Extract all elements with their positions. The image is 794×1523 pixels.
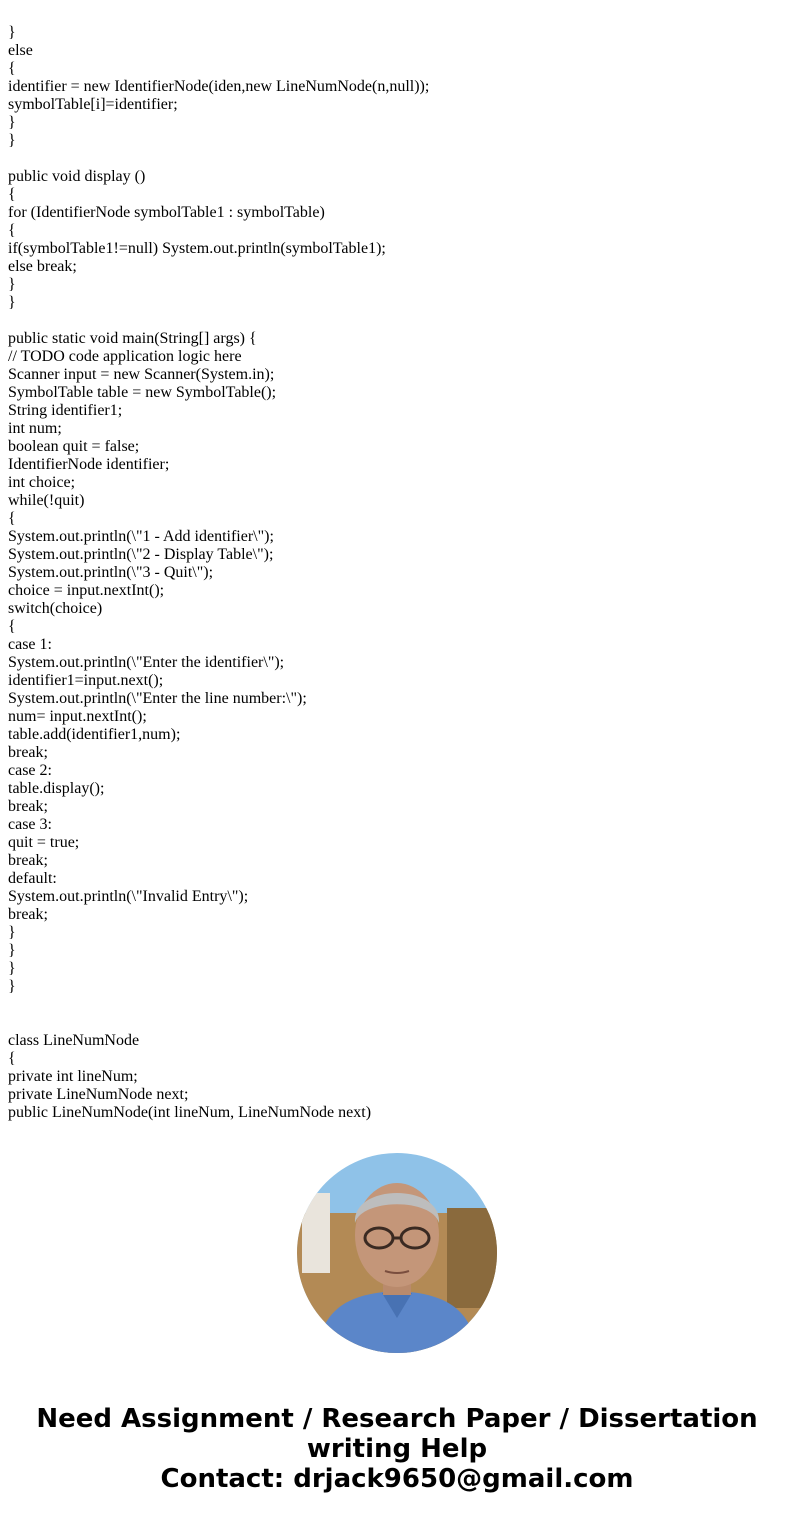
code-line: // TODO code application logic here	[8, 348, 242, 365]
code-line: case 1:	[8, 636, 52, 653]
code-line: public LineNumNode(int lineNum, LineNumNode next)	[8, 1104, 372, 1121]
code-line: break;	[8, 852, 48, 869]
code-line: }	[8, 978, 16, 995]
code-line: String identifier1;	[8, 402, 123, 419]
promo-line-1: Need Assignment / Research Paper / Dissertation	[36, 1404, 758, 1434]
promo-line-2: writing Help	[306, 1434, 488, 1464]
code-line: case 2:	[8, 762, 52, 779]
promo-banner	[0, 1404, 794, 1494]
code-line: class LineNumNode	[8, 1032, 140, 1049]
code-line: {	[8, 510, 16, 527]
code-line: System.out.println(\"Enter the identifier\");	[8, 654, 285, 671]
code-line	[8, 312, 778, 330]
author-avatar	[297, 1153, 497, 1353]
code-line: while(!quit)	[8, 492, 85, 509]
code-line: table.display();	[8, 780, 105, 797]
code-line	[8, 1014, 778, 1032]
code-line: choice = input.nextInt();	[8, 582, 165, 599]
code-line: System.out.println(\"1 - Add identifier\");	[8, 528, 274, 545]
code-line: SymbolTable table = new SymbolTable();	[8, 384, 277, 401]
code-line: switch(choice)	[8, 600, 103, 617]
code-line: case 3:	[8, 816, 52, 833]
code-line: boolean quit = false;	[8, 438, 140, 455]
code-line: if(symbolTable1!=null) System.out.println(symbolTable1);	[8, 240, 386, 257]
code-line: identifier1=input.next();	[8, 672, 164, 689]
code-listing	[8, 24, 778, 1122]
code-line: break;	[8, 744, 48, 761]
code-line: default:	[8, 870, 57, 887]
code-line: }	[8, 924, 16, 941]
code-line: for (IdentifierNode symbolTable1 : symbolTable)	[8, 204, 325, 221]
code-line: }	[8, 960, 16, 977]
code-line: IdentifierNode identifier;	[8, 456, 170, 473]
code-line: }	[8, 24, 16, 41]
code-line: public void display ()	[8, 168, 146, 185]
code-line: System.out.println(\"Invalid Entry\");	[8, 888, 249, 905]
code-line: break;	[8, 906, 48, 923]
code-line: int choice;	[8, 474, 76, 491]
avatar-photo-icon	[297, 1153, 497, 1353]
code-line: System.out.println(\"Enter the line number:\");	[8, 690, 307, 707]
code-line: System.out.println(\"3 - Quit\");	[8, 564, 214, 581]
code-line: System.out.println(\"2 - Display Table\");	[8, 546, 274, 563]
code-line: }	[8, 132, 16, 149]
code-line	[8, 150, 778, 168]
code-line: }	[8, 942, 16, 959]
code-line: else	[8, 42, 33, 59]
code-line: break;	[8, 798, 48, 815]
code-line: }	[8, 276, 16, 293]
code-line: {	[8, 186, 16, 203]
code-line: int num;	[8, 420, 62, 437]
code-line: table.add(identifier1,num);	[8, 726, 181, 743]
code-line: {	[8, 1050, 16, 1067]
code-line: public static void main(String[] args) {	[8, 330, 257, 347]
code-line: num= input.nextInt();	[8, 708, 147, 725]
code-line: symbolTable[i]=identifier;	[8, 96, 178, 113]
code-line: {	[8, 222, 16, 239]
code-line: Scanner input = new Scanner(System.in);	[8, 366, 275, 383]
code-line: quit = true;	[8, 834, 80, 851]
code-line: private LineNumNode next;	[8, 1086, 189, 1103]
code-line: private int lineNum;	[8, 1068, 138, 1085]
code-line	[8, 996, 778, 1014]
promo-contact: Contact: drjack9650@gmail.com	[160, 1464, 634, 1494]
code-line: else break;	[8, 258, 77, 275]
code-line: }	[8, 294, 16, 311]
code-line: {	[8, 60, 16, 77]
code-line: }	[8, 114, 16, 131]
code-line: {	[8, 618, 16, 635]
code-line: identifier = new IdentifierNode(iden,new LineNumNode(n,null));	[8, 78, 430, 95]
